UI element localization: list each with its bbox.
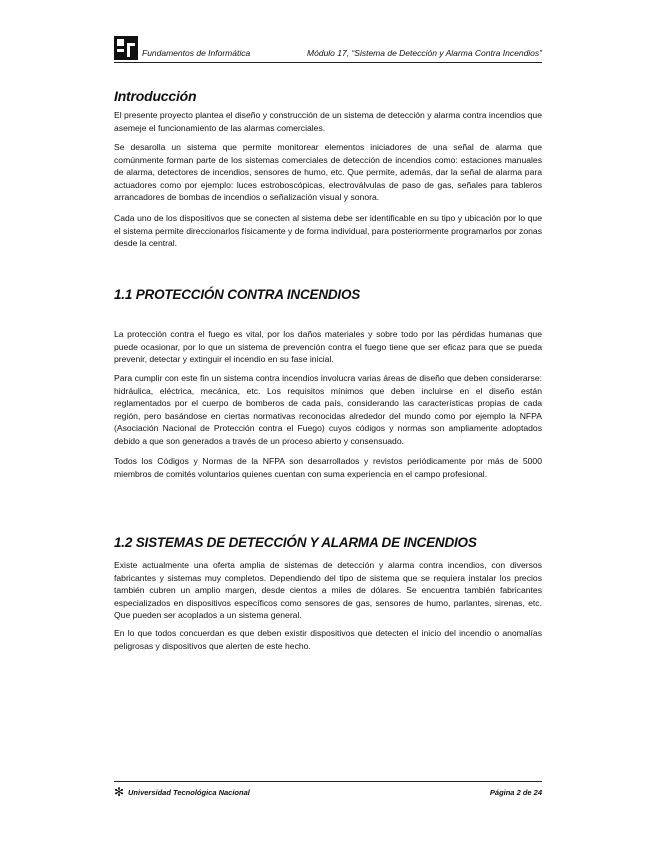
section-2-paragraph-1: Existe actualmente una oferta amplia de sistemas de detección y alarma contra incendios, con diversos fabricantes y sistemas muy completos. Dependiendo del tipo de sistema que se requiera instalar los precios también cubren un amplio margen, desde cientos a miles de dólares. Se encuentra también fabricantes especializados en dispositivos específicos como sensores de gas, sensores de humo, parlantes, sirenas, etc. Que pueden ser acoplados a un sistema general.	[114, 560, 542, 620]
utn-emblem-icon: ✻	[114, 785, 125, 799]
section-1-heading: 1.1 PROTECCIÓN CONTRA INCENDIOS	[114, 287, 361, 302]
utn-logo-icon	[114, 36, 138, 60]
section-2-paragraph-2: En lo que todos concuerdan es que deben existir dispositivos que detecten el inicio del incendio o anomalías peligrosas y dispositivos que alerten de este hecho.	[114, 628, 542, 651]
header-module: Módulo 17, “Sistema de Detección y Alarma Contra Incendios”	[307, 48, 542, 58]
intro-paragraph-3: Cada uno de los dispositivos que se conecten al sistema debe ser identificable en su tipo y ubicación por lo que el sistema permite direccionarlos físicamente y de forma individual, para posteriormente programarlos por zonas desde la central.	[114, 213, 542, 248]
section-1-paragraph-1: La protección contra el fuego es vital, por los daños materiales y sobre todo por las pérdidas humanas que puede ocasionar, por lo que un sistema de prevención contra el fuego tiene que ser eficaz para que se pueda prevenir, detectar y extinguir el incendio en su fase inicial.	[114, 329, 542, 364]
intro-heading: Introducción	[114, 88, 197, 104]
section-2-heading: 1.2 SISTEMAS DE DETECCIÓN Y ALARMA DE INCENDIOS	[114, 535, 477, 550]
intro-paragraph-2: Se desarolla un sistema que permite monitorear elementos iniciadores de una señal de alarma que comúnmente forman parte de los sistemas comerciales de detección de incendios como: estaciones manuales de alarma, detectores de incendios, sensores de humo, etc. Que permite, además, dar la señal de alarma para actuadores como por ejemplo: luces estroboscópicas, electroválvulas de paso de gas, señales para tableros arrancadores de bombas de incendios o señalización visual y sonora.	[114, 142, 542, 202]
footer-page-number: Página 2 de 24	[489, 788, 542, 797]
page-footer	[114, 781, 542, 800]
page-header	[114, 36, 542, 63]
intro-paragraph-1: El presente proyecto plantea el diseño y construcción de un sistema de detección y alarma contra incendios que asemeje el funcionamiento de las alarmas comerciales.	[114, 110, 542, 133]
header-course: Fundamentos de Informática	[142, 48, 251, 58]
footer-university: Universidad Tecnológica Nacional	[128, 788, 250, 797]
section-1-paragraph-2: Para cumplir con este fin un sistema contra incendios involucra varias áreas de diseño que deben considerarse: hidráulica, eléctrica, mecánica, etc. Los requisitos mínimos que deben incluirse en el diseño están reglamentados por el cuerpo de bomberos de cada país, considerando las características propias de cada región, pero basándose en ciertas normativas reconocidas alrededor del mundo como por ejemplo la NFPA (Asociación Nacional de Protección contra el Fuego) cuyos códigos y normas son ampliamente adoptados debido a que son generados a través de un proceso abierto y consensuado.	[114, 373, 542, 446]
section-1-paragraph-3: Todos los Códigos y Normas de la NFPA son desarrollados y revistos periódicamente por más de 5000 miembros de comités voluntarios quienes cuentan con suma experiencia en el campo profesional.	[114, 456, 542, 479]
